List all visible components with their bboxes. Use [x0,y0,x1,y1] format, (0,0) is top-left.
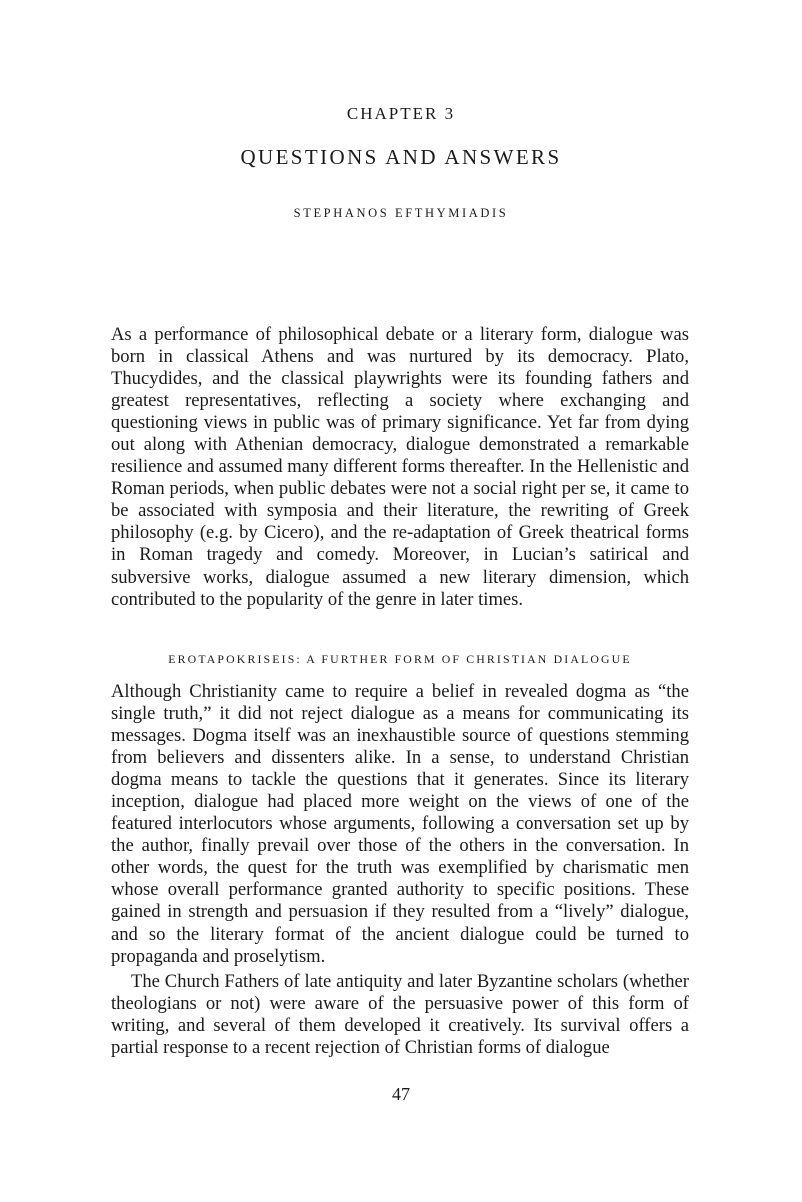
section-paragraph-1: Although Christianity came to require a belief in revealed dogma as “the single truth,” it did not reject dialogue as a means for communicating its messages. Dogma itself was an inexhaustible source of questions stemming from believers and dissenters alike. In a sense, to understand Christian dogma means to tackle the questions that it generates. Since its literary inception, dialogue had placed more weight on the views of one of the featured interlocutors whose arguments, following a conversation set up by the author, finally prevail over those of the others in the conversation. In other words, the quest for the truth was exemplified by charismatic men whose overall performance granted authority to specific positions. These gained in strength and persuasion if they resulted from a “lively” dialogue, and so the literary format of the ancient dialogue could be turned to propaganda and proselytism. [111,681,689,967]
chapter-title: QUESTIONS AND ANSWERS [240,145,562,169]
chapter-author: STEPHANOS EFTHYMIADIS [293,206,509,220]
intro-paragraph: As a performance of philosophical debate or a literary form, dialogue was born in classical Athens and was nurtured by its democracy. Plato, Thucydides, and the classical playwrights were its founding fathers and greatest representatives, reflecting a society where exchanging and questioning views in public was of primary significance. Yet far from dying out along with Athenian democracy, dialogue demonstrated a remarkable resilience and assumed many different forms thereafter. In the Hellenistic and Roman periods, when public debates were not a social right per se, it came to be associated with symposia and their literature, the rewriting of Greek philosophy (e.g. by Cicero), and the re-adaptation of Greek theatrical forms in Roman tragedy and comedy. Moreover, in Lucian’s satirical and subversive works, dialogue assumed a new literary dimension, which contributed to the popularity of the genre in later times. [111,324,689,610]
section-heading: EROTAPOKRISEIS: A FURTHER FORM OF CHRISTIAN DIALOGUE [168,652,632,666]
chapter-label: CHAPTER 3 [346,104,456,123]
page-number: 47 [392,1084,410,1104]
section-paragraph-2: The Church Fathers of late antiquity and later Byzantine scholars (whether theologians or not) were aware of the persuasive power of this form of writing, and several of them developed it creatively. Its survival offers a partial response to a recent rejection of Christian forms of dialogue [111,971,689,1059]
